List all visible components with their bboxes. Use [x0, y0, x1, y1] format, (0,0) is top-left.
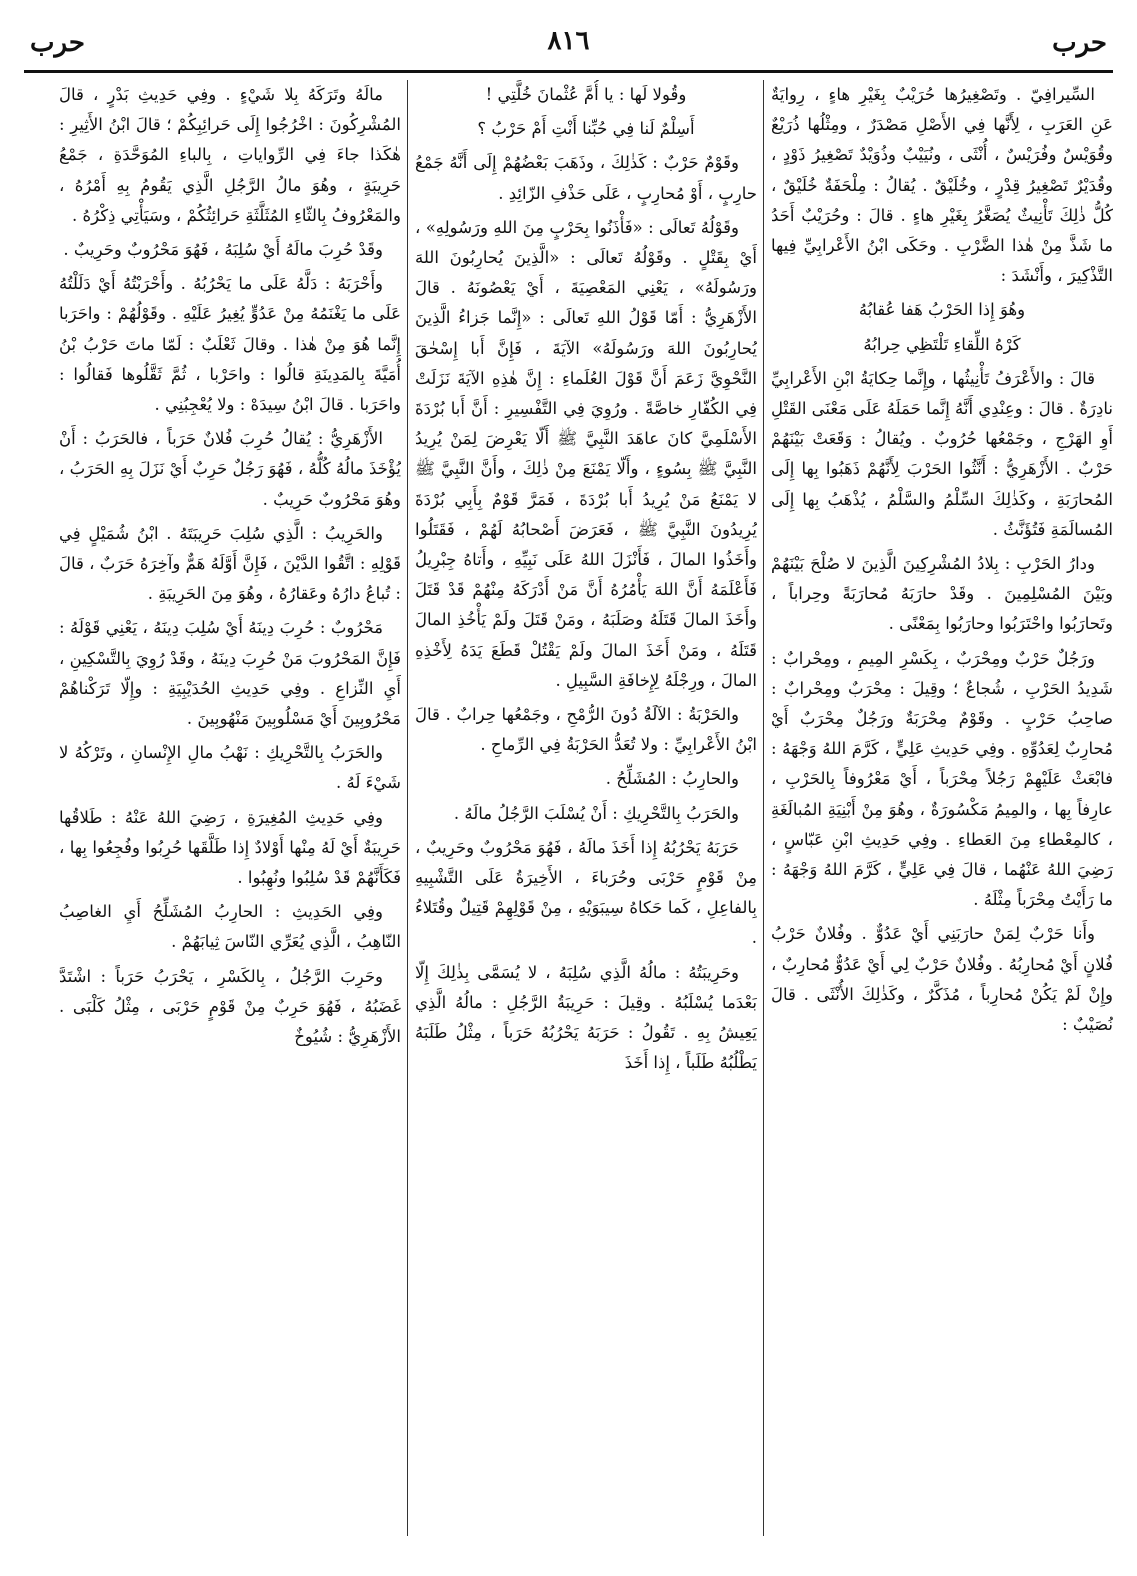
entry-paragraph: وقَوْمٌ حَرْبٌ : كَذٰلِكَ ، وذَهَبَ بَعْضُهُمْ إِلَى أَنَّهُ جَمْعُ حارِبٍ ، أَوْ مُحارِبٍ ، عَلَى حَذْفِ الزّائِدِ .: [415, 153, 757, 203]
page-number: ٨١٦: [547, 26, 590, 56]
entry-paragraph: مَحْرُوبٌ : حُرِبَ دِينَهُ أَيْ سُلِبَ دِينَهُ ، يَعْنِي قَوْلَهُ : فَإِنَّ المَحْرُوبَ مَنْ حُرِبَ دِينَهُ ، وقَدْ رُوِيَ بِالتَّسْكِينِ ، أَيِ النِّزاعِ . وفِي حَدِيثِ الحُدَيْبِيَةِ : وإِلّا تَرَكْناهُمْ مَحْرُوبِينَ أَيْ مَسْلُوبِينَ مَنْهُوبِينَ .: [59, 618, 401, 729]
entry-paragraph: وفِي حَدِيثِ المُغِيرَةِ ، رَضِيَ اللهُ عَنْهُ : طَلاقُها حَرِيبَةٌ أَيْ لَهُ مِنْها أَوْلادٌ إِذا طَلَّقَها حُرِبُوا وفُجِعُوا بِها ، فَكَأَنَّهُمْ قَدْ سُلِبُوا ونُهِبُوا .: [59, 807, 401, 888]
entry-paragraph: والحَرِيبُ : الَّذِي سُلِبَ حَرِيبَتَهُ . ابْنُ شُمَيْلٍ فِي قَوْلِهِ : اتَّقُوا الدَّيْنَ ، فَإِنَّ أَوَّلَهُ هَمٌّ وآخِرَهُ حَرَبٌ ، قالَ : تُباعُ دارُهُ وعَقارُهُ ، وهُوَ مِنَ الحَرِيبَةِ .: [59, 523, 401, 604]
verse-line: وقُولا لَها : يا أُمَّ عُثْمانَ خُلَّتِي !: [485, 85, 687, 104]
entry-paragraph: الأَزْهَرِيُّ : يُقالُ حُرِبَ فُلانٌ حَرَباً ، فالحَرَبُ : أَنْ يُؤْخَذَ مالُهُ كُلُّهُ ، فَهُوَ رَجُلٌ حَرِبٌ أَيْ نَزَلَ بِهِ الحَرَبُ ، وهُوَ مَحْرُوبٌ حَرِيبٌ .: [59, 429, 401, 509]
column-middle: [415, 80, 757, 1536]
header-rule: [24, 70, 1113, 73]
entry-paragraph: وحَرِيبَتُهُ : مالُهُ الَّذِي سُلِبَهُ ، لا يُسَمَّى بِذٰلِكَ إِلّا بَعْدَما يُسْلَبُهُ . وقِيلَ : حَرِيبَةُ الرَّجُلِ : مالُهُ الَّذِي يَعِيشُ بِهِ . تَقُولُ : حَرَبَهُ يَحْرُبُهُ حَرَباً ، مِثْلُ طَلَبَهُ يَطْلُبُهُ طَلَباً ، إِذا أَخَذَ: [415, 962, 757, 1073]
entry-paragraph: والحَرْبَةُ : الآلَةُ دُونَ الرُّمْحِ ، وجَمْعُها حِرابٌ . قالَ ابْنُ الأَعْرابِيِّ : ولا تُعَدُّ الحَرْبَةُ فِي الرِّماحِ .: [415, 705, 757, 755]
running-headword-left: حرب: [30, 28, 85, 58]
entry-paragraph: حَرَبَهُ يَحْرُبُهُ إِذا أَخَذَ مالَهُ ، فَهُوَ مَحْرُوبٌ وحَرِيبٌ ، مِنْ قَوْمٍ حَرْبَى وحُرَباءَ ، الأَخِيرَةُ عَلَى التَّشْبِيهِ بِالفاعِلِ ، كَما حَكاهُ سِيبَوَيْهِ ، مِنْ قَوْلِهِمْ قَتِيلٌ وقُتَلاءُ .: [415, 837, 757, 948]
verse-line: أَسِلْمٌ لَنا فِي حُبِّنا أَنْتِ أَمْ حَرْبُ ؟: [477, 119, 695, 139]
entry-paragraph: وحَرِبَ الرَّجُلُ ، بِالكَسْرِ ، يَحْرَبُ حَرَباً : اشْتَدَّ غَضَبُهُ ، فَهُوَ حَرِبٌ مِنْ قَوْمٍ حَرْبَى ، مِثْلُ كَلْبَى . الأَزْهَرِيُّ : شُيُوخٌ: [59, 966, 401, 1047]
text-columns: [24, 80, 1113, 1536]
page-header: [24, 20, 1113, 70]
entry-paragraph: والحَرَبُ بِالتَّحْرِيكِ : أَنْ يُسْلَبَ الرَّجُلُ مالَهُ .: [453, 803, 739, 823]
column-divider: [763, 80, 764, 1536]
entry-paragraph: وقَدْ حُرِبَ مالَهُ أَيْ سُلِبَهُ ، فَهُوَ مَحْرُوبٌ وحَرِيبٌ .: [63, 240, 383, 260]
entry-paragraph: والحَرَبُ بِالتَّحْرِيكِ : نَهْبُ مالِ الإِنْسانِ ، وتَرْكُهُ لا شَيْءَ لَهُ .: [59, 743, 401, 793]
entry-paragraph: ورَجُلٌ حَرْبٌ ومِحْرَبٌ ، بِكَسْرِ المِيمِ ، ومِحْرابٌ : شَدِيدُ الحَرْبِ ، شُجاعٌ ؛ وقِيلَ : مِحْرَبٌ ومِحْرابٌ : صاحِبُ حَرْبٍ . وقَوْمٌ مِحْرَبَةٌ ورَجُلٌ مِحْرَبٌ أَيْ مُحارِبٌ لِعَدُوِّهِ . وفِي حَدِيثِ عَلِيٍّ ، كَرَّمَ اللهُ وَجْهَهُ : فابْعَثْ عَلَيْهِمْ رَجُلاً مِحْرَباً ، أَيْ مَعْرُوفاً بِالحَرْبِ ، عارِفاً بِها ، والمِيمُ مَكْسُورَةٌ ، وهُوَ مِنْ أَبْنِيَةِ المُبالَغَةِ ، كالمِعْطاءِ مِنَ العَطاءِ . وفِي حَدِيثِ ابْنِ عَبّاسٍ ، رَضِيَ اللهُ عَنْهُما ، قالَ فِي عَلِيٍّ ، كَرَّمَ اللهُ وَجْهَهُ : ما رَأَيْتُ مِحْرَباً مِثْلَهُ .: [771, 648, 1113, 910]
running-headword-right: حرب: [1052, 28, 1107, 58]
verse-line: وهُوَ إِذا الحَرْبُ هَفا عُقابُهُ: [858, 300, 1026, 320]
column-left: [59, 80, 401, 1536]
entry-paragraph: وأَحْرَبَهُ : دَلَّهُ عَلَى ما يَحْرُبُهُ . وأَحْرَبْتُهُ أَيْ دَلَلْتُهُ عَلَى ما يَغْنَمُهُ مِنْ عَدُوٍّ يُغِيرُ عَلَيْهِ . وقَوْلُهُمْ : واحَرَبا إِنَّما هُوَ مِنْ هٰذا . وقالَ ثَعْلَبٌ : لَمّا ماتَ حَرْبُ بْنُ أُمَيَّةَ بِالمَدِينَةِ قالُوا : واحَرْبا ، ثُمَّ ثَقَّلُوها فَقالُوا : واحَرَبا . قالَ ابْنُ سِيدَهْ : ولا يُعْجِبُنِي .: [59, 274, 401, 415]
column-right: [771, 80, 1113, 1536]
entry-paragraph: وقَوْلُهُ تَعالَى : «فَأْذَنُوا بِحَرْبٍ مِنَ اللهِ ورَسُولِهِ» ، أَيْ بِقَتْلٍ . وقَوْلُهُ تَعالَى : «الَّذِينَ يُحارِبُونَ اللهَ ورَسُولَهُ» ، يَعْنِي المَعْصِيَةَ ، أَيْ يَعْصُونَهُ . قالَ الأَزْهَرِيُّ : أَمّا قَوْلُ اللهِ تَعالَى : «إِنَّما جَزاءُ الَّذِينَ يُحارِبُونَ اللهَ ورَسُولَهُ» الآيَةَ ، فَإِنَّ أَبا إِسْحٰقَ النَّحْوِيَّ زَعَمَ أَنَّ قَوْلَ العُلَماءِ : إِنَّ هٰذِهِ الآيَةَ نَزَلَتْ فِي الكُفّارِ خاصَّةً . ورُوِيَ فِي التَّفْسِيرِ : أَنَّ أَبا بُرْدَةَ الأَسْلَمِيَّ كانَ عاهَدَ النَّبِيَّ ﷺ أَلّا يَعْرِضَ لِمَنْ يُرِيدُ النَّبِيَّ ﷺ بِسُوءٍ ، وأَلّا يَمْنَعَ مِنْ ذٰلِكَ ، وأَنَّ النَّبِيَّ ﷺ لا يَمْنَعُ مَنْ يُرِيدُ أَبا بُرْدَةَ ، فَمَرَّ قَوْمٌ بِأَبِي بُرْدَةَ يُرِيدُونَ النَّبِيَّ ﷺ ، فَعَرَضَ أَصْحابُهُ لَهُمْ ، فَقَتَلُوا وأَخَذُوا المالَ ، فَأَنْزَلَ اللهُ عَلَى نَبِيِّهِ ، وأَتاهُ جِبْرِيلُ فَأَعْلَمَهُ أَنَّ اللهَ يَأْمُرُهُ أَنَّ مَنْ أَدْرَكَهُ مِنْهُمْ قَدْ قَتَلَ وأَخَذَ المالَ قَتَلَهُ وصَلَبَهُ ، ومَنْ قَتَلَ ولَمْ يَأْخُذِ المالَ قَتَلَهُ ، ومَنْ أَخَذَ المالَ ولَمْ يَقْتُلْ قَطَعَ يَدَهُ لِأَخْذِهِ المالَ ، ورِجْلَهُ لِإِخافَةِ السَّبِيلِ .: [415, 217, 757, 690]
entry-paragraph: السِّيرافِيّ . وتَصْغِيرُها حُرَيْبٌ بِغَيْرِ هاءٍ ، رِوايَةٌ عَنِ العَرَبِ ، لِأَنَّها فِي الأَصْلِ مَصْدَرٌ ، ومِثْلُها ذُرَيْعٌ وقُوَيْسٌ وفُرَيْسٌ ، أُنْثَى ، ونُيَيْبٌ وذُوَيْدٌ تَصْغِيرُ ذَوْدٍ ، وقُدَيْرٌ تَصْغِيرُ قِدْرٍ ، وخُلَيْقٌ . يُقالُ : مِلْحَفَةٌ خُلَيْقٌ ، كُلُّ ذٰلِكَ تَأْنِيثٌ يُصَغَّرُ بِغَيْرِ هاءٍ . قالَ : وحُرَيْبٌ أَحَدُ ما شَذَّ مِنْ هٰذا الضَّرْبِ . وحَكَى ابْنُ الأَعْرابِيِّ فِيها التَّذْكِيرَ ، وأَنْشَدَ :: [771, 85, 1113, 286]
entry-paragraph: ودارُ الحَرْبِ : بِلادُ المُشْرِكِينَ الَّذِينَ لا صُلْحَ بَيْنَهُمْ وبَيْنَ المُسْلِمِينَ . وقَدْ حارَبَهُ مُحارَبَةً وحِراباً ، وتَحارَبُوا واحْتَرَبُوا وحارَبُوا بِمَعْنًى .: [771, 554, 1113, 634]
entry-paragraph: مالَهُ وتَرَكَهُ بِلا شَيْءٍ . وفِي حَدِيثِ بَدْرٍ ، قالَ المُشْرِكُونَ : اخْرُجُوا إِلَى حَرائِبِكُمْ ؛ قالَ ابْنُ الأَثِيرِ : هٰكَذا جاءَ فِي الرِّواياتِ ، بِالباءِ المُوَحَّدَةِ ، جَمْعُ حَرِيبَةٍ ، وهُوَ مالُ الرَّجُلِ الَّذِي يَقُومُ بِهِ أَمْرُهُ ، والمَعْرُوفُ بِالثّاءِ المُثَلَّثَةِ حَرائِثُكُمْ ، وسَيَأْتِي ذِكْرُهُ .: [59, 85, 401, 225]
entry-paragraph: والحارِبُ : المُشَلِّحُ .: [605, 769, 739, 789]
entry-paragraph: قالَ : والأَعْرَفُ تَأْنِيثُها ، وإِنَّما حِكايَةُ ابْنِ الأَعْرابِيِّ نادِرَةٌ . قالَ : وعِنْدِي أَنَّهُ إِنَّما حَمَلَهُ عَلَى مَعْنَى القَتْلِ أَوِ الهَرْجِ ، وجَمْعُها حُرُوبٌ . ويُقالُ : وَقَعَتْ بَيْنَهُمْ حَرْبٌ . الأَزْهَرِيُّ : أَنَّثُوا الحَرْبَ لِأَنَّهُمْ ذَهَبُوا بِها إِلَى المُحارَبَةِ ، وكَذٰلِكَ السِّلْمُ والسَّلْمُ ، يُذْهَبُ بِها إِلَى المُسالَمَةِ فَتُؤَنَّثُ .: [771, 368, 1113, 539]
column-divider: [407, 80, 408, 1536]
verse-line: كَرْهُ اللِّقاءِ تَلْتَظِي حِرابُهُ: [863, 334, 1021, 354]
entry-paragraph: وأَنا حَرْبٌ لِمَنْ حارَبَنِي أَيْ عَدُوٌّ . وفُلانٌ حَرْبُ فُلانٍ أَيْ مُحارِبُهُ . وفُلانٌ حَرْبٌ لِي أَيْ عَدُوٌّ مُحارِبٌ ، وإِنْ لَمْ يَكُنْ مُحارِباً ، مُذَكَّرٌ ، وكَذٰلِكَ الأُنْثَى . قالَ نُصَيْبٌ :: [771, 924, 1113, 1035]
entry-paragraph: وفِي الحَدِيثِ : الحارِبُ المُشَلِّحُ أَيِ الغاصِبُ النّاهِبُ ، الَّذِي يُعَرِّي النّاسَ ثِيابَهُمْ .: [59, 902, 401, 952]
